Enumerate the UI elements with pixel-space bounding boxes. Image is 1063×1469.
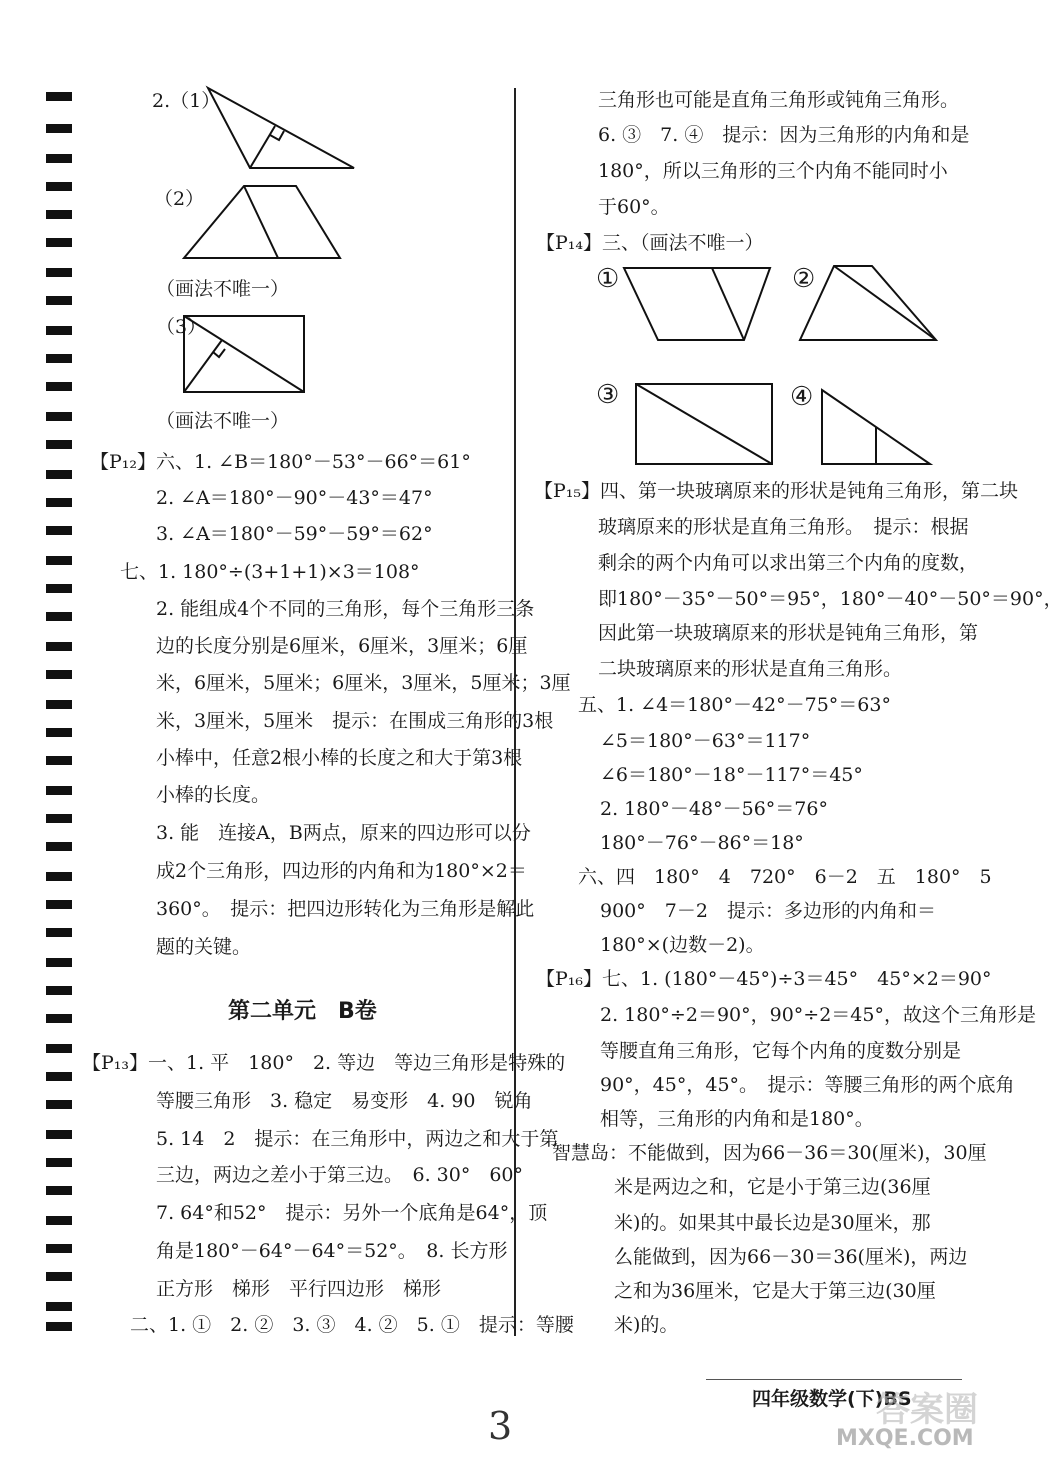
answer-line: 【P₁₃】一、1. 平 180° 2. 等边 等边三角形是特殊的 xyxy=(82,1052,566,1074)
answer-line: 小棒中，任意2根小棒的长度之和大于第3根 xyxy=(156,747,523,769)
answer-line: 三边，两边之差小于第三边。 6. 30° 60° xyxy=(156,1164,524,1186)
answer-line: 米)的。如果其中最长边是30厘米，那 xyxy=(614,1212,931,1234)
answer-line: 90°，45°，45°。 提示：等腰三角形的两个底角 xyxy=(600,1074,1015,1096)
answer-line: 角是180°－64°－64°＝52°。 8. 长方形 xyxy=(156,1240,508,1262)
figure-2-label: ② xyxy=(792,264,816,294)
answer-line: 二、1. ① 2. ② 3. ③ 4. ② 5. ① 提示：等腰 xyxy=(130,1314,574,1336)
answer-line: 玻璃原来的形状是直角三角形。 提示：根据 xyxy=(598,516,969,538)
answer-line: 180°－76°－86°＝18° xyxy=(600,832,804,854)
answer-line: 3. 能 连接A，B两点，原来的四边形可以分 xyxy=(156,822,531,844)
answer-line: 即180°－35°－50°＝95°，180°－40°－50°＝90°， xyxy=(598,588,1063,610)
answer-line: 等腰直角三角形，它每个内角的度数分别是 xyxy=(600,1040,962,1062)
answer-line: 智慧岛：不能做到，因为66－36＝30(厘米)，30厘 xyxy=(552,1142,987,1164)
q2-3-note: （画法不唯一） xyxy=(156,410,290,432)
watermark-site: MXQE.COM xyxy=(836,1426,974,1451)
section-title: 第二单元 B卷 xyxy=(228,999,377,1024)
answer-line: 边的长度分别是6厘米，6厘米，3厘米；6厘 xyxy=(156,635,528,657)
answer-line: 二块玻璃原来的形状是直角三角形。 xyxy=(598,658,903,680)
answer-line: 【P₁₅】四、第一块玻璃原来的形状是钝角三角形，第二块 xyxy=(534,480,1019,502)
footer-rule xyxy=(706,1379,962,1380)
q2-3-label: （3） xyxy=(156,316,207,338)
footer-text: 四年级数学(下)BS xyxy=(752,1388,912,1410)
page-number: 3 xyxy=(488,1404,513,1448)
answer-line: 米，6厘米，5厘米；6厘米，3厘米，5厘米；3厘 xyxy=(156,672,571,694)
answer-line: 正方形 梯形 平行四边形 梯形 xyxy=(156,1278,442,1300)
answer-line: 2. ∠A＝180°－90°－43°＝47° xyxy=(156,487,433,509)
answer-line: 之和为36厘米，它是大于第三边(30厘 xyxy=(614,1280,936,1302)
answer-line: 因此第一块玻璃原来的形状是钝角三角形，第 xyxy=(598,622,979,644)
answer-line: 180°×(边数－2)。 xyxy=(600,934,765,956)
answer-line: 360°。 提示：把四边形转化为三角形是解此 xyxy=(156,898,535,920)
answer-line: 等腰三角形 3. 稳定 易变形 4. 90 锐角 xyxy=(156,1090,533,1112)
answer-line: 【P₁₂】六、1. ∠B＝180°－53°－66°＝61° xyxy=(90,451,471,473)
answer-line: 7. 64°和52° 提示：另外一个底角是64°，顶 xyxy=(156,1202,548,1224)
answer-line: 【P₁₄】三、（画法不唯一） xyxy=(536,232,764,254)
answer-line: 相等，三角形的内角和是180°。 xyxy=(600,1108,874,1130)
answer-line: 2. 180°÷2＝90°，90°÷2＝45°，故这个三角形是 xyxy=(600,1004,1036,1026)
answer-line: 900° 7－2 提示：多边形的内角和＝ xyxy=(600,900,936,922)
answer-line: 米是两边之和，它是小于第三边(36厘 xyxy=(614,1176,931,1198)
q2-note: （画法不唯一） xyxy=(156,278,290,300)
answer-line: 三角形也可能是直角三角形或钝角三角形。 xyxy=(598,89,960,111)
watermark-logo: 答案圈 xyxy=(876,1390,978,1430)
answer-line: 剩余的两个内角可以求出第三个内角的度数， xyxy=(598,552,979,574)
answer-line: 3. ∠A＝180°－59°－59°＝62° xyxy=(156,523,433,545)
answer-line: 么能做到，因为66－30＝36(厘米)，两边 xyxy=(614,1246,968,1268)
answer-line: 6. ③ 7. ④ 提示：因为三角形的内角和是 xyxy=(598,124,970,146)
answer-line: 小棒的长度。 xyxy=(156,784,271,806)
q2-2-label: （2） xyxy=(154,188,205,210)
figure-3-label: ③ xyxy=(596,380,620,410)
answer-line: 2. 能组成4个不同的三角形，每个三角形三条 xyxy=(156,598,535,620)
q2-label: 2.（1） xyxy=(152,90,221,112)
answer-line: 米，3厘米，5厘米 提示：在围成三角形的3根 xyxy=(156,710,554,732)
answer-line: 成2个三角形，四边形的内角和为180°×2＝ xyxy=(156,860,527,882)
answer-line: 【P₁₆】七、1. (180°－45°)÷3＝45° 45°×2＝90° xyxy=(536,968,992,990)
answer-line: 180°，所以三角形的三个内角不能同时小 xyxy=(598,160,948,182)
answer-line: 题的关键。 xyxy=(156,936,252,958)
answer-line: 七、1. 180°÷(3+1+1)×3＝108° xyxy=(120,561,420,583)
answer-line: 于60°。 xyxy=(598,196,670,218)
answer-line: 2. 180°－48°－56°＝76° xyxy=(600,798,828,820)
answer-line: 六、四 180° 4 720° 6－2 五 180° 5 xyxy=(578,866,992,888)
figure-1-label: ① xyxy=(596,264,620,294)
figure-4-label: ④ xyxy=(790,382,814,412)
answer-line: 米)的。 xyxy=(614,1314,679,1336)
answer-line: 五、1. ∠4＝180°－42°－75°＝63° xyxy=(578,694,891,716)
answer-line: ∠6＝180°－18°－117°＝45° xyxy=(600,764,863,786)
answer-line: 5. 14 2 提示：在三角形中，两边之和大于第 xyxy=(156,1128,559,1150)
answer-line: ∠5＝180°－63°＝117° xyxy=(600,730,811,752)
